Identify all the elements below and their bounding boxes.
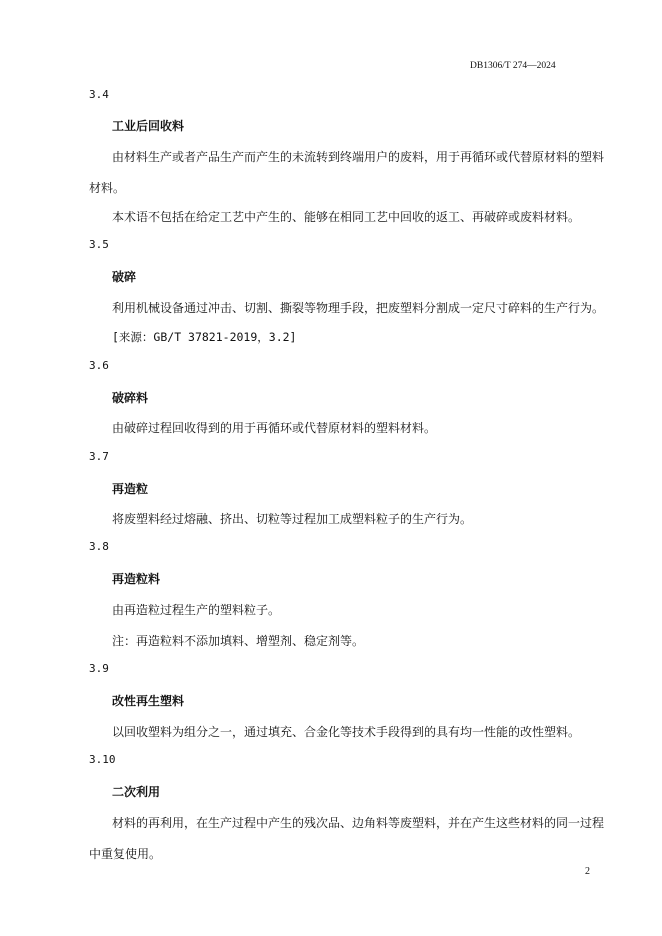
- term-number: 3.10: [89, 753, 116, 766]
- term-number: 3.6: [89, 359, 109, 372]
- term-heading: 二次利用: [112, 785, 161, 799]
- term-heading: 破碎: [112, 270, 137, 284]
- term-heading: 工业后回收料: [112, 119, 185, 133]
- term-definition: 由再造粒过程生产的塑料粒子。: [112, 603, 281, 617]
- document-code: DB1306/T 274—2024: [470, 61, 556, 71]
- term-number: 3.4: [89, 88, 109, 101]
- term-number: 3.7: [89, 450, 109, 463]
- term-definition-continuation: 中重复使用。: [89, 847, 162, 861]
- term-note: 本术语不包括在给定工艺中产生的、能够在相同工艺中回收的返工、再破碎或废料材料。: [112, 210, 581, 224]
- page-number: 2: [585, 866, 590, 877]
- term-heading: 改性再生塑料: [112, 694, 185, 708]
- term-heading: 再造粒料: [112, 572, 161, 586]
- term-definition: 利用机械设备通过冲击、切割、撕裂等物理手段，把废塑料分割成一定尺寸碎料的生产行为。: [112, 301, 605, 315]
- term-heading: 破碎料: [112, 391, 149, 405]
- term-number: 3.8: [89, 540, 109, 553]
- term-definition-continuation: 材料。: [89, 181, 126, 195]
- term-definition: 由材料生产或者产品生产而产生的未流转到终端用户的废料，用于再循环或代替原材料的塑料: [112, 150, 605, 164]
- term-number: 3.9: [89, 662, 109, 675]
- term-number: 3.5: [89, 238, 109, 251]
- term-source: [来源：GB/T 37821-2019，3.2]: [112, 330, 297, 344]
- term-definition: 将废塑料经过熔融、挤出、切粒等过程加工成塑料粒子的生产行为。: [112, 512, 473, 526]
- term-definition: 以回收塑料为组分之一，通过填充、合金化等技术手段得到的具有均一性能的改性塑料。: [112, 725, 581, 739]
- term-note: 注：再造粒料不添加填料、增塑剂、稳定剂等。: [112, 634, 365, 648]
- term-definition: 由破碎过程回收得到的用于再循环或代替原材料的塑料材料。: [112, 421, 437, 435]
- term-heading: 再造粒: [112, 482, 149, 496]
- term-definition: 材料的再利用，在生产过程中产生的残次品、边角料等废塑料，并在产生这些材料的同一过程: [112, 816, 605, 830]
